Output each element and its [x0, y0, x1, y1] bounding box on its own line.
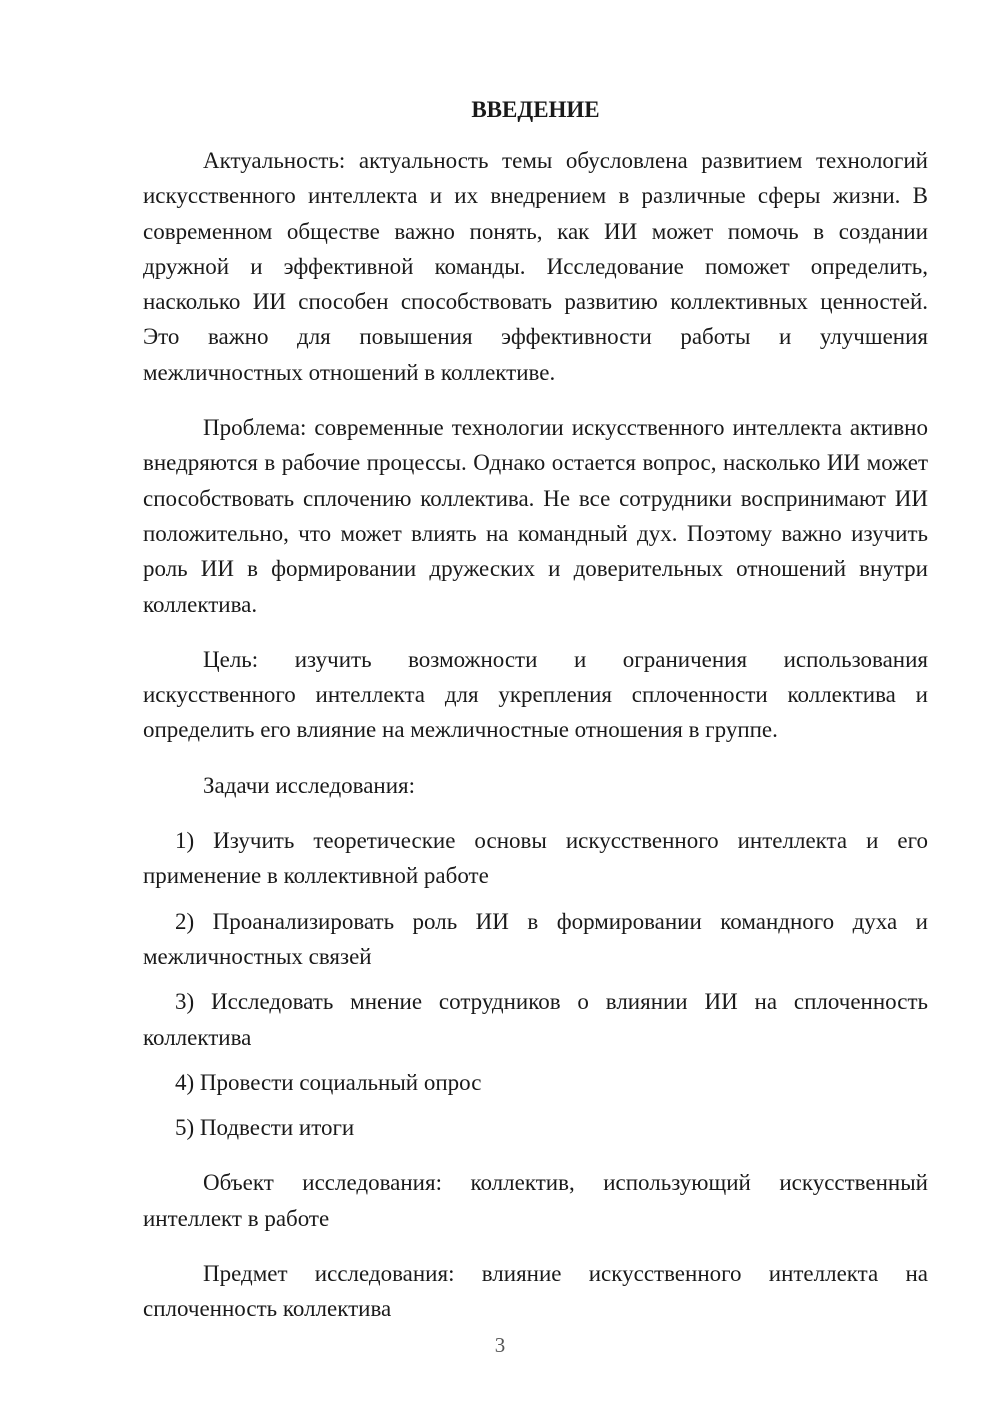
task-item: 4) Провести социальный опрос [175, 1069, 482, 1095]
section-title: ВВЕДЕНИЕ [471, 97, 600, 122]
page-number: 3 [494, 1333, 506, 1357]
goal-paragraph: Цель: изучить возможности и ограничения использования искусственного интеллекта для укрепления сплоченности коллектива и определить его влияние на межличностные отношения в группе. [143, 646, 928, 743]
task-item: 5) Подвести итоги [175, 1115, 355, 1141]
task-item: 2) Проанализировать роль ИИ в формировании командного духа и межличностных связей [143, 908, 928, 969]
tasks-heading: Задачи исследования: [203, 772, 416, 798]
subject-paragraph: Предмет исследования: влияние искусственного интеллекта на сплоченность коллектива [143, 1261, 928, 1322]
tasks-list [143, 823, 928, 1145]
task-item: 3) Исследовать мнение сотрудников о влиянии ИИ на сплоченность коллектива [143, 989, 928, 1050]
document-body [143, 95, 928, 1347]
task-item: 1) Изучить теоретические основы искусственного интеллекта и его применение в коллективной работе [143, 828, 928, 889]
object-paragraph: Объект исследования: коллектив, использующий искусственный интеллект в работе [143, 1170, 928, 1231]
problem-paragraph: Проблема: современные технологии искусственного интеллекта активно внедряются в рабочие процессы. Однако остается вопрос, насколько ИИ может способствовать сплочению коллектива. Не все сотрудники воспринимают ИИ положительно, что может влиять на командный дух. Поэтому важно изучить роль ИИ в формировании дружеских и доверительных отношений внутри коллектива. [143, 415, 928, 617]
relevance-paragraph: Актуальность: актуальность темы обусловлена развитием технологий искусственного интеллекта и их внедрением в различные сферы жизни. В современном обществе важно понять, как ИИ может помочь в создании дружной и эффективной команды. Исследование поможет определить, насколько ИИ способен способствовать развитию коллективных ценностей. Это важно для повышения эффективности работы и улучшения межличностных отношений в коллективе. [143, 148, 928, 385]
